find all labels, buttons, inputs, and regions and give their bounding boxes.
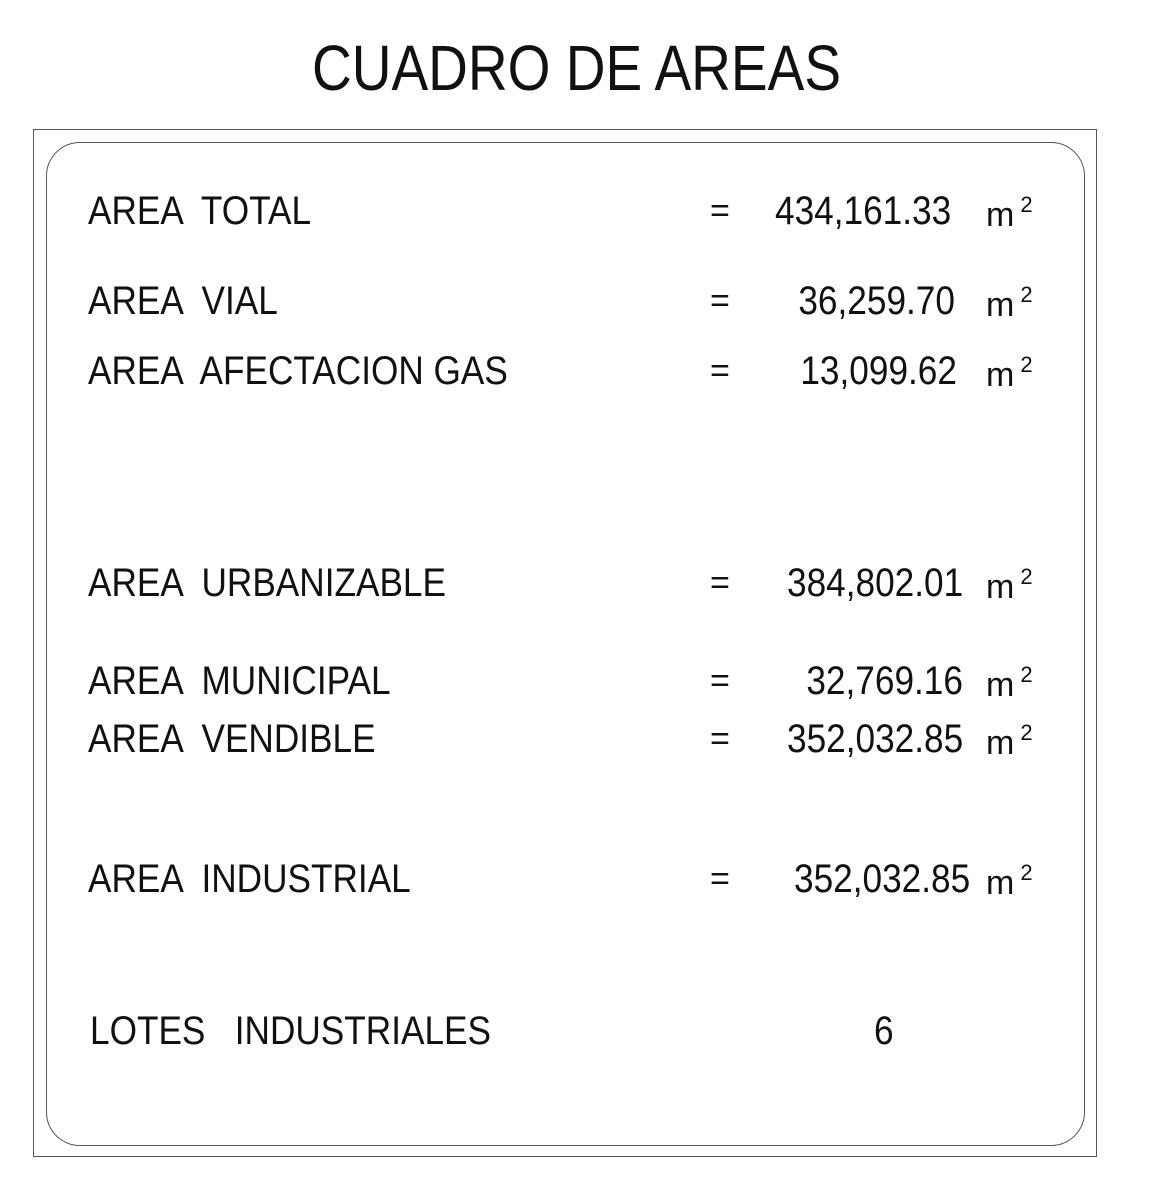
row-value: 13,099.62 <box>800 349 957 393</box>
unit-exponent: 2 <box>1020 192 1033 217</box>
row-area-vendible <box>0 714 1153 764</box>
unit-exponent: 2 <box>1020 662 1033 687</box>
row-value: 384,802.01 <box>786 561 963 605</box>
row-area-urbanizable <box>0 558 1153 608</box>
row-label: AREA URBANIZABLE <box>88 561 446 605</box>
unit-exponent: 2 <box>1020 564 1033 589</box>
unit-label: m $^2$ <box>986 192 1033 234</box>
table-title: CUADRO DE AREAS <box>311 32 842 104</box>
row-label: AREA VIAL <box>88 279 278 323</box>
equals-sign: = <box>710 860 730 898</box>
row-value: 32,769.16 <box>806 659 963 703</box>
row-value: 352,032.85 <box>786 717 963 761</box>
unit-label: m $^2$ <box>986 662 1033 704</box>
row-label: AREA AFECTACION GAS <box>88 349 508 393</box>
row-label: AREA TOTAL <box>88 189 312 233</box>
equals-sign: = <box>710 720 730 758</box>
row-label: LOTES INDUSTRIALES <box>90 1009 491 1053</box>
row-value: 36,259.70 <box>798 279 955 323</box>
equals-sign: = <box>710 192 730 230</box>
row-label: AREA VENDIBLE <box>88 717 376 761</box>
row-value: 434,161.33 <box>774 189 951 233</box>
row-area-total <box>0 186 1153 236</box>
unit-label: m $^2$ <box>986 352 1033 394</box>
row-value: 6 <box>874 1009 894 1053</box>
unit-exponent: 2 <box>1020 352 1033 377</box>
row-area-vial <box>0 276 1153 326</box>
unit-label: m $^2$ <box>986 564 1033 606</box>
equals-sign: = <box>710 662 730 700</box>
row-area-afectacion-gas <box>0 346 1153 396</box>
row-area-municipal <box>0 656 1153 706</box>
row-lotes-industriales <box>0 1006 1153 1056</box>
unit-exponent: 2 <box>1020 720 1033 745</box>
unit-exponent: 2 <box>1020 860 1033 885</box>
equals-sign: = <box>710 352 730 390</box>
unit-label: m $^2$ <box>986 860 1033 902</box>
equals-sign: = <box>710 564 730 602</box>
row-value: 352,032.85 <box>793 857 970 901</box>
unit-exponent: 2 <box>1020 282 1033 307</box>
row-label: AREA INDUSTRIAL <box>88 857 411 901</box>
row-area-industrial <box>0 854 1153 904</box>
row-label: AREA MUNICIPAL <box>88 659 391 703</box>
equals-sign: = <box>710 282 730 320</box>
unit-label: m $^2$ <box>986 720 1033 762</box>
unit-label: m $^2$ <box>986 282 1033 324</box>
